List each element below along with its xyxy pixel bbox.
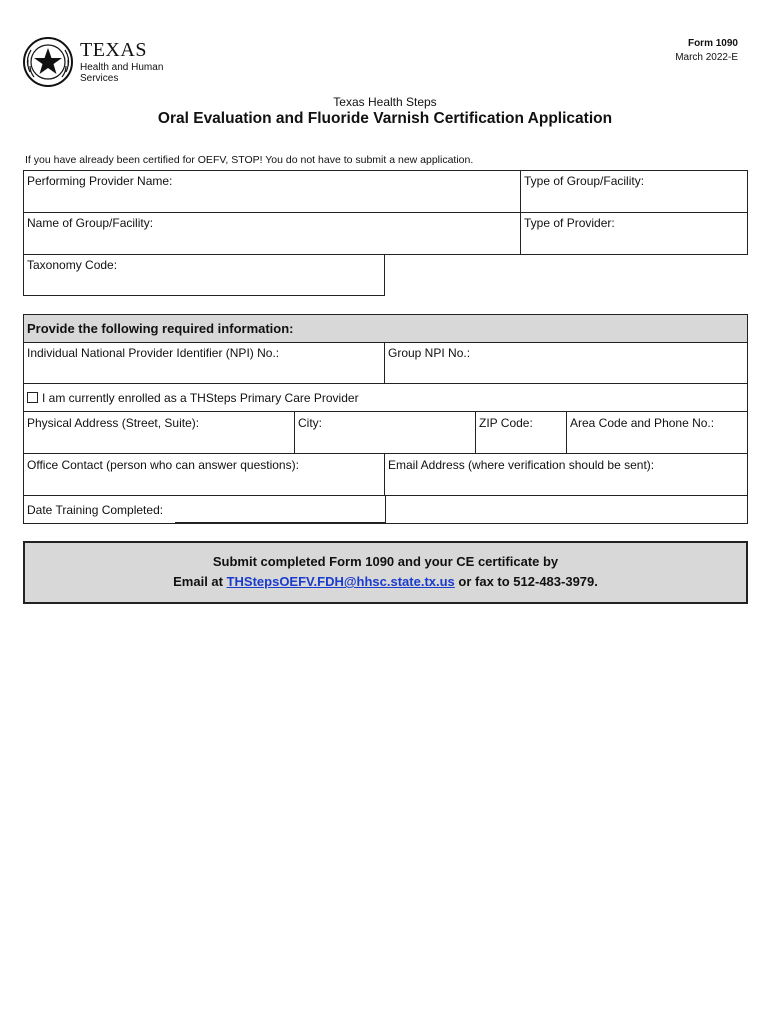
type-of-provider-label: Type of Provider:: [524, 216, 615, 230]
email-address-label: Email Address (where verification should be sent):: [388, 458, 655, 472]
logo-title: TEXAS: [80, 39, 147, 61]
city-field[interactable]: [294, 411, 476, 454]
physical-address-label: Physical Address (Street, Suite):: [27, 416, 200, 430]
zip-code-label: ZIP Code:: [479, 416, 533, 430]
document-title: Oral Evaluation and Fluoride Varnish Certification Application: [157, 110, 613, 127]
texas-seal-logo: [22, 36, 74, 88]
email-address-field[interactable]: [384, 453, 748, 496]
thsteps-enrollment-row: [23, 383, 748, 412]
taxonomy-code-field[interactable]: [23, 254, 385, 296]
physical-address-field[interactable]: [23, 411, 295, 454]
area-code-phone-field[interactable]: [566, 411, 748, 454]
name-of-group-facility-field[interactable]: [23, 212, 521, 255]
city-label: City:: [298, 416, 322, 430]
area-code-phone-label: Area Code and Phone No.:: [570, 416, 715, 430]
submit-instructions-line1: Submit completed Form 1090 and your CE certificate by: [212, 554, 559, 569]
date-training-completed-input[interactable]: [175, 496, 386, 523]
form-number: Form 1090: [687, 38, 738, 49]
date-training-completed-row: [23, 495, 748, 524]
name-of-group-facility-label: Name of Group/Facility:: [27, 216, 154, 230]
performing-provider-name-label: Performing Provider Name:: [27, 174, 173, 188]
performing-provider-name-field[interactable]: [23, 170, 521, 213]
type-of-group-facility-field[interactable]: [520, 170, 748, 213]
logo-subtitle-line2: Services: [80, 73, 119, 84]
individual-npi-field[interactable]: [23, 342, 385, 384]
individual-npi-label: Individual National Provider Identifier (NPI) No.:: [27, 346, 280, 360]
thsteps-enrollment-checkbox[interactable]: [27, 392, 38, 403]
type-of-group-facility-label: Type of Group/Facility:: [524, 174, 645, 188]
program-name: Texas Health Steps: [333, 95, 437, 109]
instruction-text: If you have already been certified for OEFV, STOP! You do not have to submit a new application.: [25, 154, 474, 166]
date-training-completed-label: Date Training Completed:: [27, 503, 164, 517]
office-contact-label: Office Contact (person who can answer questions):: [27, 458, 299, 472]
zip-code-field[interactable]: [475, 411, 567, 454]
office-contact-field[interactable]: [23, 453, 385, 496]
thsteps-enrollment-label: I am currently enrolled as a THSteps Primary Care Provider: [42, 391, 359, 405]
submit-instructions-line2: [25, 574, 746, 589]
group-npi-field[interactable]: [384, 342, 748, 384]
taxonomy-code-label: Taxonomy Code:: [27, 258, 118, 272]
type-of-provider-field[interactable]: [520, 212, 748, 255]
submit-email-link[interactable]: THStepsOEFV.FDH@hhsc.state.tx.us: [226, 574, 455, 589]
required-info-header: [23, 314, 748, 343]
submit-fax-text: or fax to 512-483-3979.: [454, 574, 598, 589]
submit-instructions-box: [23, 541, 748, 604]
form-revision-date: March 2022-E: [675, 52, 738, 63]
submit-email-prefix: Email at: [173, 574, 227, 589]
logo-subtitle-line1: Health and Human: [80, 62, 164, 73]
group-npi-label: Group NPI No.:: [388, 346, 471, 360]
required-info-heading: Provide the following required information:: [27, 321, 294, 336]
